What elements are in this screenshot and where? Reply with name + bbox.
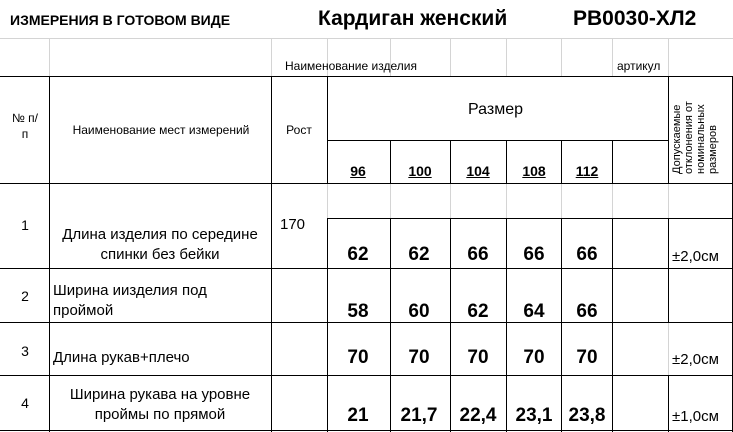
measurement-value: 66 xyxy=(523,244,545,265)
measurement-value: 60 xyxy=(408,301,430,322)
measurement-value: 62 xyxy=(467,301,489,322)
measurement-value: 66 xyxy=(467,244,489,265)
measurement-value: 70 xyxy=(408,347,430,368)
measurement-name: Ширина рукава на уровне проймы по прямой xyxy=(69,386,251,423)
document-heading: ИЗМЕРЕНИЯ В ГОТОВОМ ВИДЕ xyxy=(10,12,231,28)
size-label: 96 xyxy=(350,163,366,179)
column-header-name: Наименование мест измерений xyxy=(72,123,250,137)
column-header-height: Рост xyxy=(286,123,312,137)
measurement-name: Длина изделия по середине спинки без бейки xyxy=(62,226,258,263)
measurement-value: 66 xyxy=(576,301,598,322)
measurement-value: 64 xyxy=(523,301,545,322)
column-header-size: Размер xyxy=(468,101,523,118)
article-label: артикул xyxy=(617,59,661,73)
measurement-name: Ширина иизделия под проймой xyxy=(53,282,207,319)
measurement-value: 21,7 xyxy=(400,405,438,426)
product-code: РВ0030-ХЛ2 xyxy=(573,7,697,30)
size-label: 104 xyxy=(466,163,490,179)
tolerance-value: ±1,0см xyxy=(672,408,719,425)
column-header-num: № п/п xyxy=(11,111,39,141)
measurement-value: 66 xyxy=(576,244,598,265)
tolerance-value: ±2,0см xyxy=(672,248,719,265)
column-header-tolerance: Допускаемые отклонения от номинальных размеров xyxy=(671,101,719,174)
row-number: 3 xyxy=(21,343,29,359)
measurement-value: 23,1 xyxy=(515,405,553,426)
measurement-value: 58 xyxy=(347,301,369,322)
measurement-value: 70 xyxy=(523,347,545,368)
measurement-name: Длина рукав+плечо xyxy=(53,349,190,366)
tolerance-value: ±2,0см xyxy=(672,351,719,368)
size-label: 100 xyxy=(408,163,432,179)
measurement-value: 70 xyxy=(576,347,598,368)
height-value: 170 xyxy=(280,216,306,233)
size-label: 108 xyxy=(522,163,546,179)
measurement-value: 62 xyxy=(347,244,369,265)
item-name-label: Наименование изделия xyxy=(285,59,417,73)
row-number: 2 xyxy=(21,288,29,304)
measurement-value: 70 xyxy=(467,347,489,368)
row-number: 4 xyxy=(21,395,29,411)
size-label: 112 xyxy=(575,163,599,179)
measurement-value: 21 xyxy=(347,405,369,426)
measurement-value: 62 xyxy=(408,244,430,265)
row-number: 1 xyxy=(21,217,29,233)
measurement-value: 22,4 xyxy=(459,405,497,426)
measurement-value: 70 xyxy=(347,347,369,368)
measurement-value: 23,8 xyxy=(568,405,606,426)
product-title: Кардиган женский xyxy=(318,7,508,30)
